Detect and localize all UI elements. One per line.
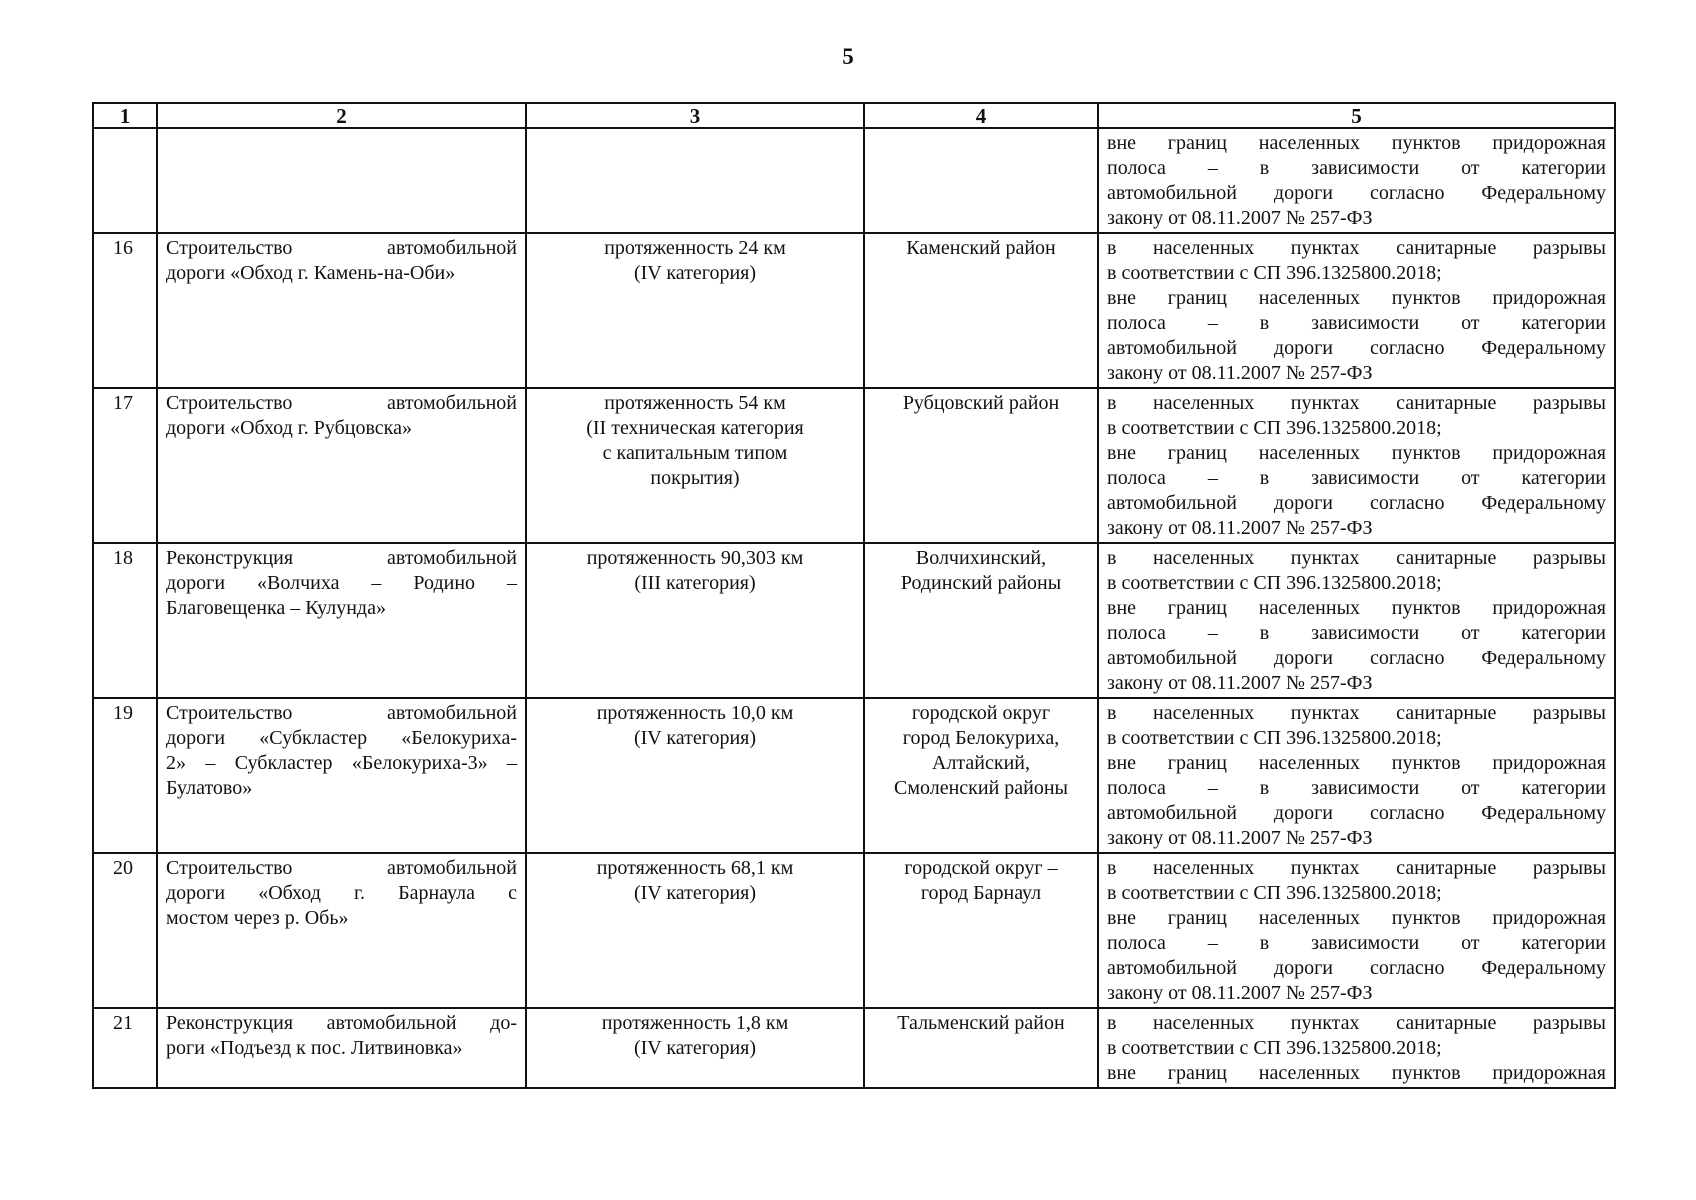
zone-line: в населенных пунктах санитарные разрывы [1107,237,1606,259]
cell-zone [1098,853,1615,1008]
location-line: Каменский район [906,237,1056,259]
cell-location [864,233,1098,388]
cell-zone [1098,698,1615,853]
params-line: протяженность 1,8 км [601,1012,789,1034]
name-line: мостом через р. Обь» [166,907,349,929]
cell-params [526,233,864,388]
zone-line: автомобильной дороги согласно Федеральному [1107,337,1606,359]
table-row-continuation [93,128,1615,233]
zone-line: вне границ населенных пунктов придорожная [1107,287,1606,309]
header-col-4: 4 [864,103,1098,128]
cell-location [864,388,1098,543]
zone-line: закону от 08.11.2007 № 257-ФЗ [1107,982,1373,1004]
cell-name [157,853,526,1008]
zone-line: вне границ населенных пунктов придорожная [1107,1062,1606,1084]
name-line: дороги «Субкластер «Белокуриха- [166,727,517,749]
cell-zone [1098,128,1615,233]
params-line: протяженность 68,1 км [596,857,794,879]
zone-line: закону от 08.11.2007 № 257-ФЗ [1107,517,1373,539]
table-row [93,853,1615,1008]
cell-name [157,128,526,233]
location-line: Алтайский, [932,752,1030,774]
zone-line: автомобильной дороги согласно Федеральному [1107,647,1606,669]
cell-name [157,1008,526,1088]
cell-num: 19 [93,698,157,853]
name-line: Булатово» [166,777,253,799]
cell-zone [1098,233,1615,388]
location-line: Тальменский район [897,1012,1065,1034]
zone-line: в соответствии с СП 396.1325800.2018; [1107,262,1442,284]
zone-line: автомобильной дороги согласно Федеральному [1107,802,1606,824]
header-col-1: 1 [93,103,157,128]
header-col-2: 2 [157,103,526,128]
cell-name [157,698,526,853]
name-line: 2» – Субкластер «Белокуриха-3» – [166,752,517,774]
cell-location [864,1008,1098,1088]
table-row [93,233,1615,388]
zone-line: в соответствии с СП 396.1325800.2018; [1107,727,1442,749]
params-line: (IV категория) [633,262,757,284]
table-row [93,1008,1615,1088]
table-row [93,543,1615,698]
name-line: дороги «Волчиха – Родино – [166,572,517,594]
cell-zone [1098,388,1615,543]
zone-line: вне границ населенных пунктов придорожная [1107,442,1606,464]
name-line: Реконструкция автомобильной [166,547,517,569]
name-line: Благовещенка – Кулунда» [166,597,386,619]
params-line: (IV категория) [633,727,757,749]
cell-num: 20 [93,853,157,1008]
cell-params [526,698,864,853]
location-line: городской округ [911,702,1051,724]
cell-params [526,853,864,1008]
name-line: роги «Подъезд к пос. Литвиновка» [166,1037,463,1059]
zone-line: полоса – в зависимости от категории [1107,777,1606,799]
zone-line: в соответствии с СП 396.1325800.2018; [1107,882,1442,904]
header-col-3: 3 [526,103,864,128]
params-line: протяженность 10,0 км [596,702,794,724]
zone-line: вне границ населенных пунктов придорожная [1107,907,1606,929]
location-line: город Белокуриха, [902,727,1060,749]
zone-line: автомобильной дороги согласно Федеральному [1107,492,1606,514]
params-line: (III категория) [634,572,756,594]
table-row [93,698,1615,853]
page-number: 5 [842,44,854,69]
name-line: Строительство автомобильной [166,857,517,879]
cell-name [157,543,526,698]
cell-params [526,1008,864,1088]
zone-line: полоса – в зависимости от категории [1107,932,1606,954]
zone-line: в соответствии с СП 396.1325800.2018; [1107,417,1442,439]
zone-line: в населенных пунктах санитарные разрывы [1107,1012,1606,1034]
zone-line: в соответствии с СП 396.1325800.2018; [1107,1037,1442,1059]
cell-params [526,128,864,233]
zone-line: в соответствии с СП 396.1325800.2018; [1107,572,1442,594]
zone-line: в населенных пунктах санитарные разрывы [1107,547,1606,569]
name-line: дороги «Обход г. Камень-на-Оби» [166,262,456,284]
cell-name [157,388,526,543]
zone-line: закону от 08.11.2007 № 257-ФЗ [1107,207,1373,229]
cell-num: 18 [93,543,157,698]
zone-line: в населенных пунктах санитарные разрывы [1107,702,1606,724]
location-line: Волчихинский, [915,547,1047,569]
params-line: с капитальным типом [602,442,788,464]
location-line: город Барнаул [920,882,1042,904]
cell-num [93,128,157,233]
cell-params [526,388,864,543]
params-line: протяженность 24 км [604,237,786,259]
cell-location [864,853,1098,1008]
table-row [93,388,1615,543]
road-objects-table [92,102,1616,1089]
name-line: Строительство автомобильной [166,702,517,724]
params-line: (IV категория) [633,882,757,904]
table-header-row [93,103,1615,128]
location-line: Родинский районы [900,572,1062,594]
cell-zone [1098,1008,1615,1088]
zone-line: вне границ населенных пунктов придорожная [1107,597,1606,619]
zone-line: закону от 08.11.2007 № 257-ФЗ [1107,362,1373,384]
zone-line: в населенных пунктах санитарные разрывы [1107,857,1606,879]
name-line: дороги «Обход г. Барнаула с [166,882,517,904]
cell-location [864,698,1098,853]
params-line: (II техническая категория [586,417,804,439]
cell-location [864,543,1098,698]
cell-name [157,233,526,388]
zone-line: вне границ населенных пунктов придорожная [1107,752,1606,774]
zone-line: автомобильной дороги согласно Федеральному [1107,957,1606,979]
name-line: Строительство автомобильной [166,237,517,259]
header-col-5: 5 [1098,103,1615,128]
params-line: протяженность 90,303 км [586,547,804,569]
params-line: протяженность 54 км [604,392,786,414]
cell-num: 17 [93,388,157,543]
cell-num: 16 [93,233,157,388]
name-line: дороги «Обход г. Рубцовска» [166,417,412,439]
zone-line: полоса – в зависимости от категории [1107,622,1606,644]
params-line: покрытия) [650,467,740,489]
zone-line: полоса – в зависимости от категории [1107,312,1606,334]
location-line: Рубцовский район [902,392,1060,414]
name-line: Строительство автомобильной [166,392,517,414]
cell-location [864,128,1098,233]
params-line: (IV категория) [633,1037,757,1059]
zone-line: закону от 08.11.2007 № 257-ФЗ [1107,827,1373,849]
zone-line: закону от 08.11.2007 № 257-ФЗ [1107,672,1373,694]
name-line: Реконструкция автомобильной до- [166,1012,517,1034]
location-line: городской округ – [904,857,1058,879]
cell-zone [1098,543,1615,698]
cell-num: 21 [93,1008,157,1088]
zone-line: в населенных пунктах санитарные разрывы [1107,392,1606,414]
zone-line: полоса – в зависимости от категории [1107,157,1606,179]
zone-line: вне границ населенных пунктов придорожная [1107,132,1606,154]
location-line: Смоленский районы [893,777,1068,799]
zone-line: автомобильной дороги согласно Федеральному [1107,182,1606,204]
cell-params [526,543,864,698]
zone-line: полоса – в зависимости от категории [1107,467,1606,489]
